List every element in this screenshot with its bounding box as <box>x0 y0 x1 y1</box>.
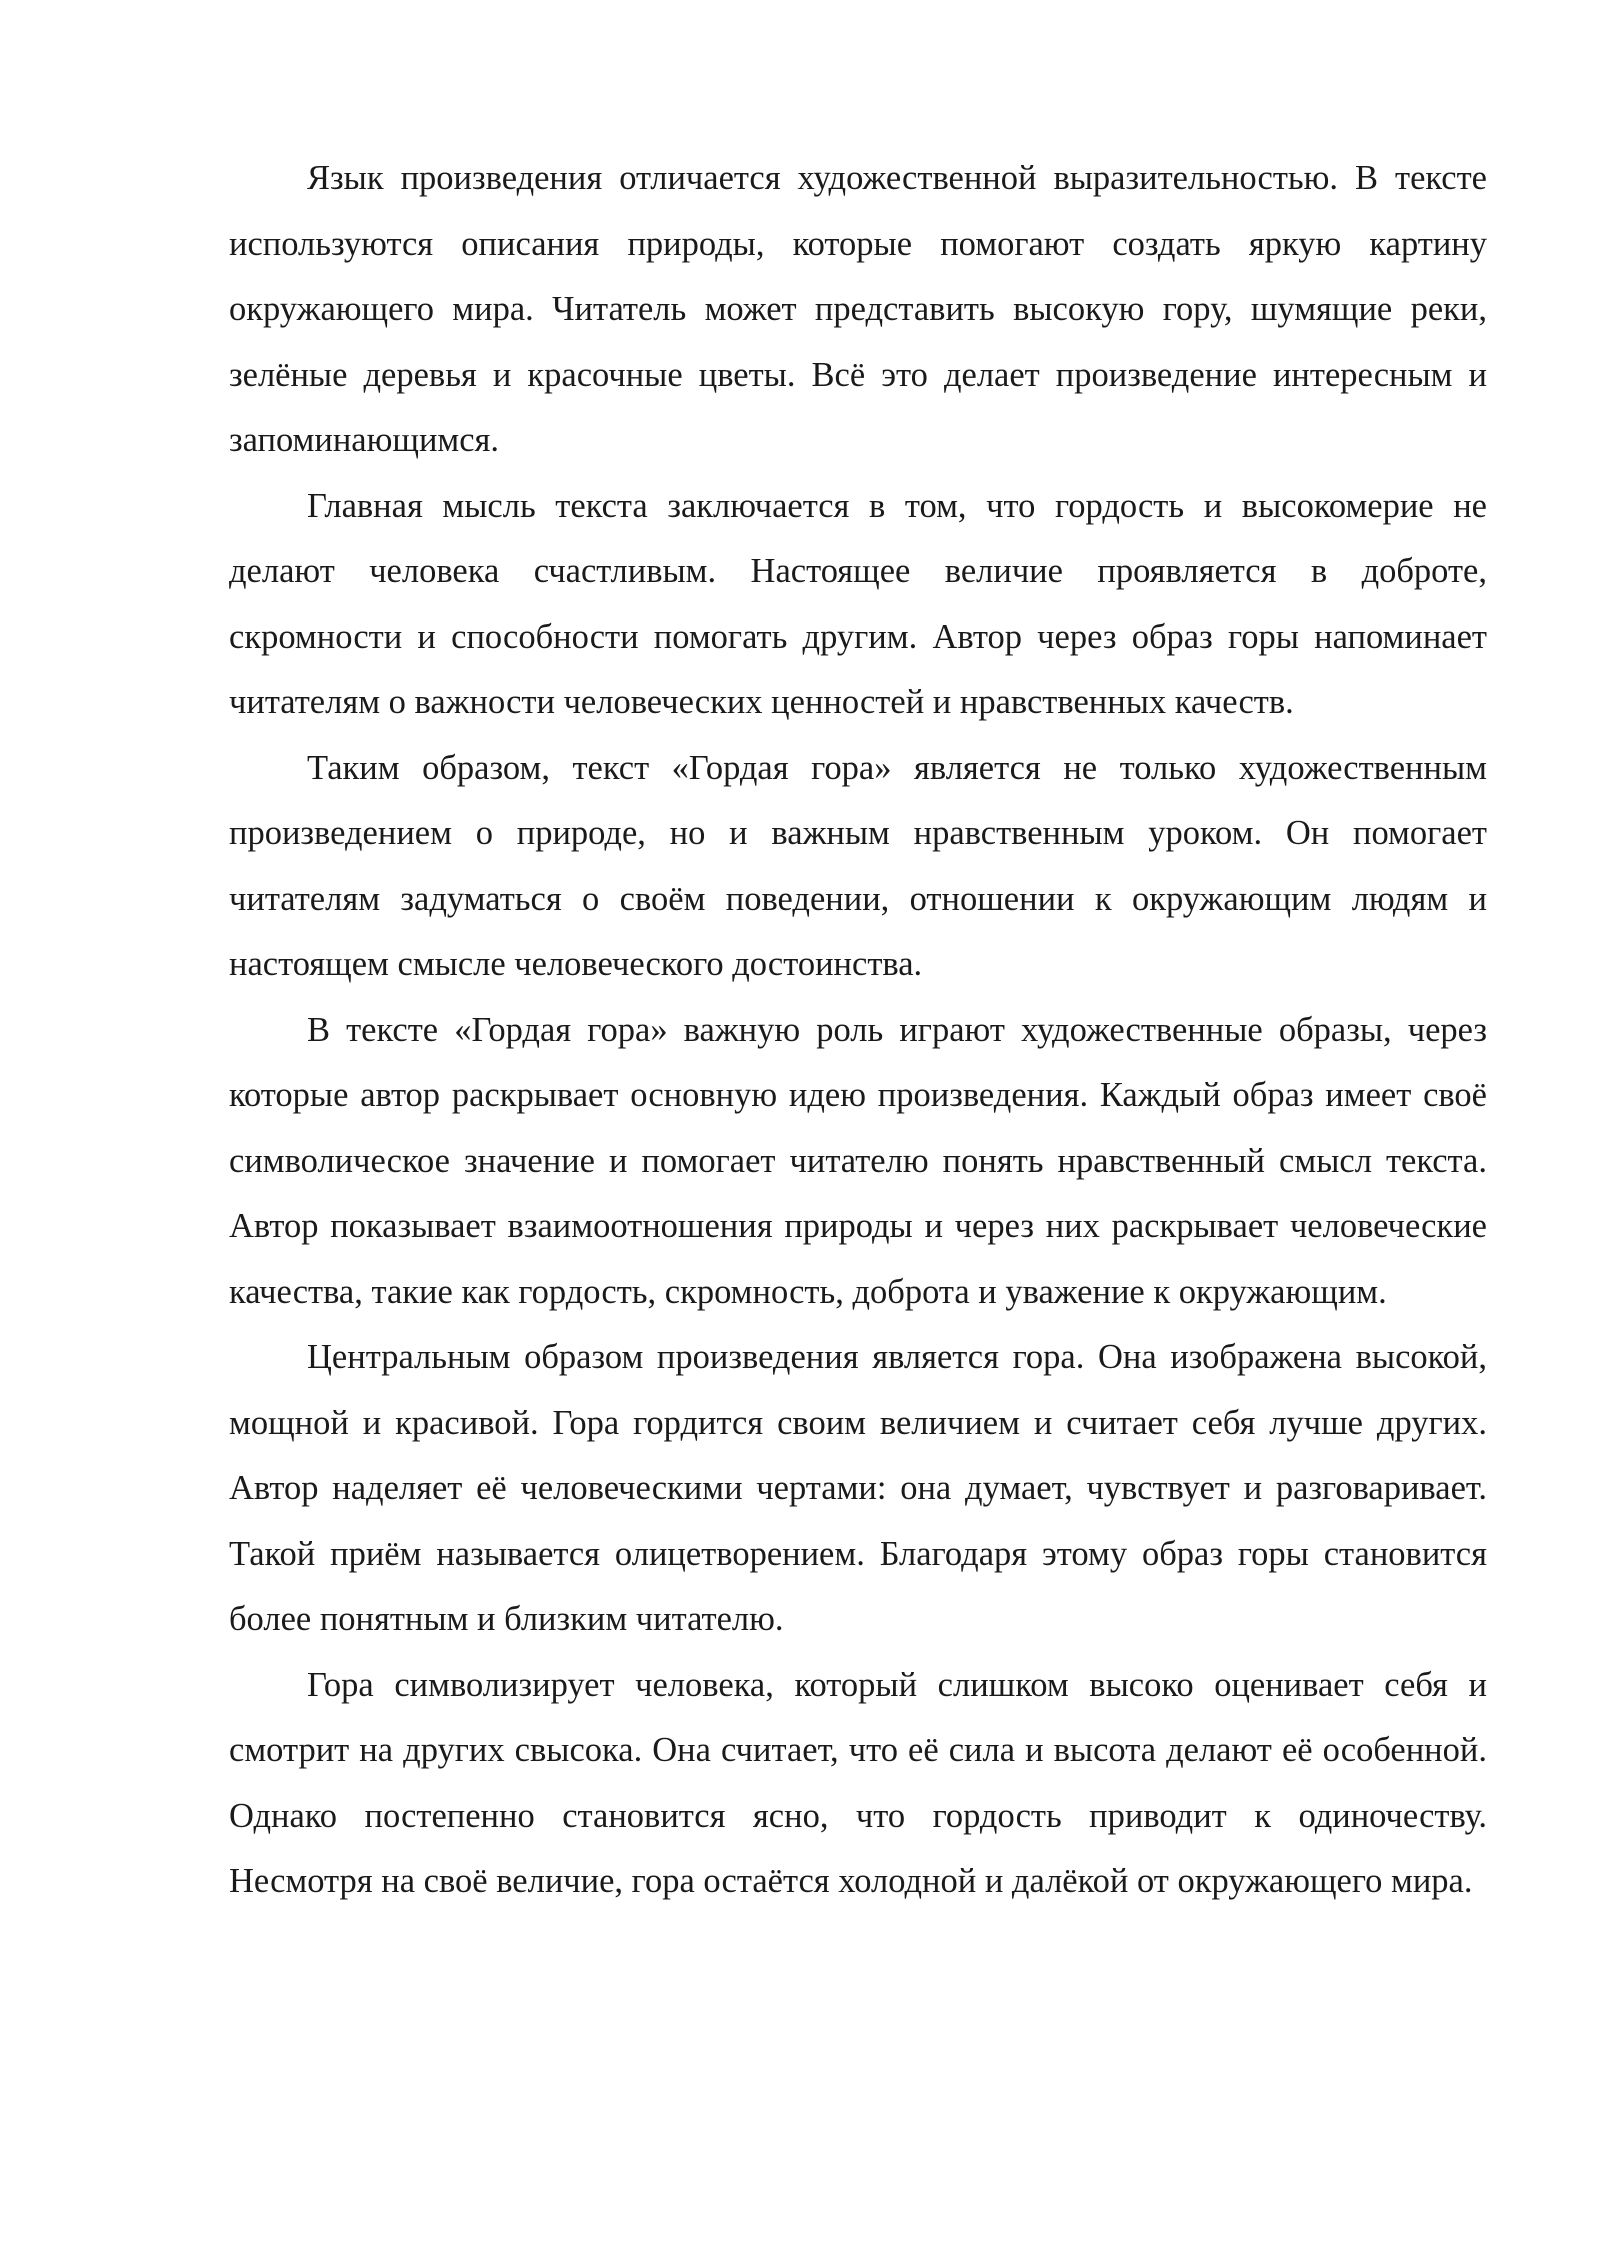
paragraph-central-image: Центральным образом произведения является гора. Она изображена высокой, мощной и красивой. Гора гордится своим величием и считает себя лучше других. Автор наделяет её человеческими чертами: она думает, чувствует и разговаривает. Такой приём называется олицетворением. Благодаря этому образ горы становится более понятным и близким читателю. <box>229 1338 1487 1638</box>
paragraph-images: В тексте «Гордая гора» важную роль играют художественные образы, через которые автор раскрывает основную идею произведения. Каждый образ имеет своё символическое значение и помогает читателю понять нравственный смысл текста. Автор показывает взаимоотношения природы и через них раскрывает человеческие качества, такие как гордость, скромность, доброта и уважение к окружающим. <box>229 1010 1487 1311</box>
paragraph-symbolism: Гора символизирует человека, который слишком высоко оценивает себя и смотрит на других свысока. Она считает, что её сила и высота делают её особенной. Однако постепенно становится ясно, что гордость приводит к одиночеству. Несмотря на своё величие, гора остаётся холодной и далёкой от окружающего мира. <box>229 1665 1487 1900</box>
document-body <box>229 146 1487 1915</box>
paragraph-language: Язык произведения отличается художественной выразительностью. В тексте используются описания природы, которые помогают создать яркую картину окружающего мира. Читатель может представить высокую гору, шумящие реки, зелёные деревья и красочные цветы. Всё это делает произведение интересным и запоминающимся. <box>229 159 1487 459</box>
paragraph-main-idea: Главная мысль текста заключается в том, что гордость и высокомерие не делают человека счастливым. Настоящее величие проявляется в доброте, скромности и способности помогать другим. Автор через образ горы напоминает читателям о важности человеческих ценностей и нравственных качеств. <box>229 486 1487 721</box>
paragraph-conclusion: Таким образом, текст «Гордая гора» является не только художественным произведением о природе, но и важным нравственным уроком. Он помогает читателям задуматься о своём поведении, отношении к окружающим людям и настоящем смысле человеческого достоинства. <box>229 748 1487 983</box>
